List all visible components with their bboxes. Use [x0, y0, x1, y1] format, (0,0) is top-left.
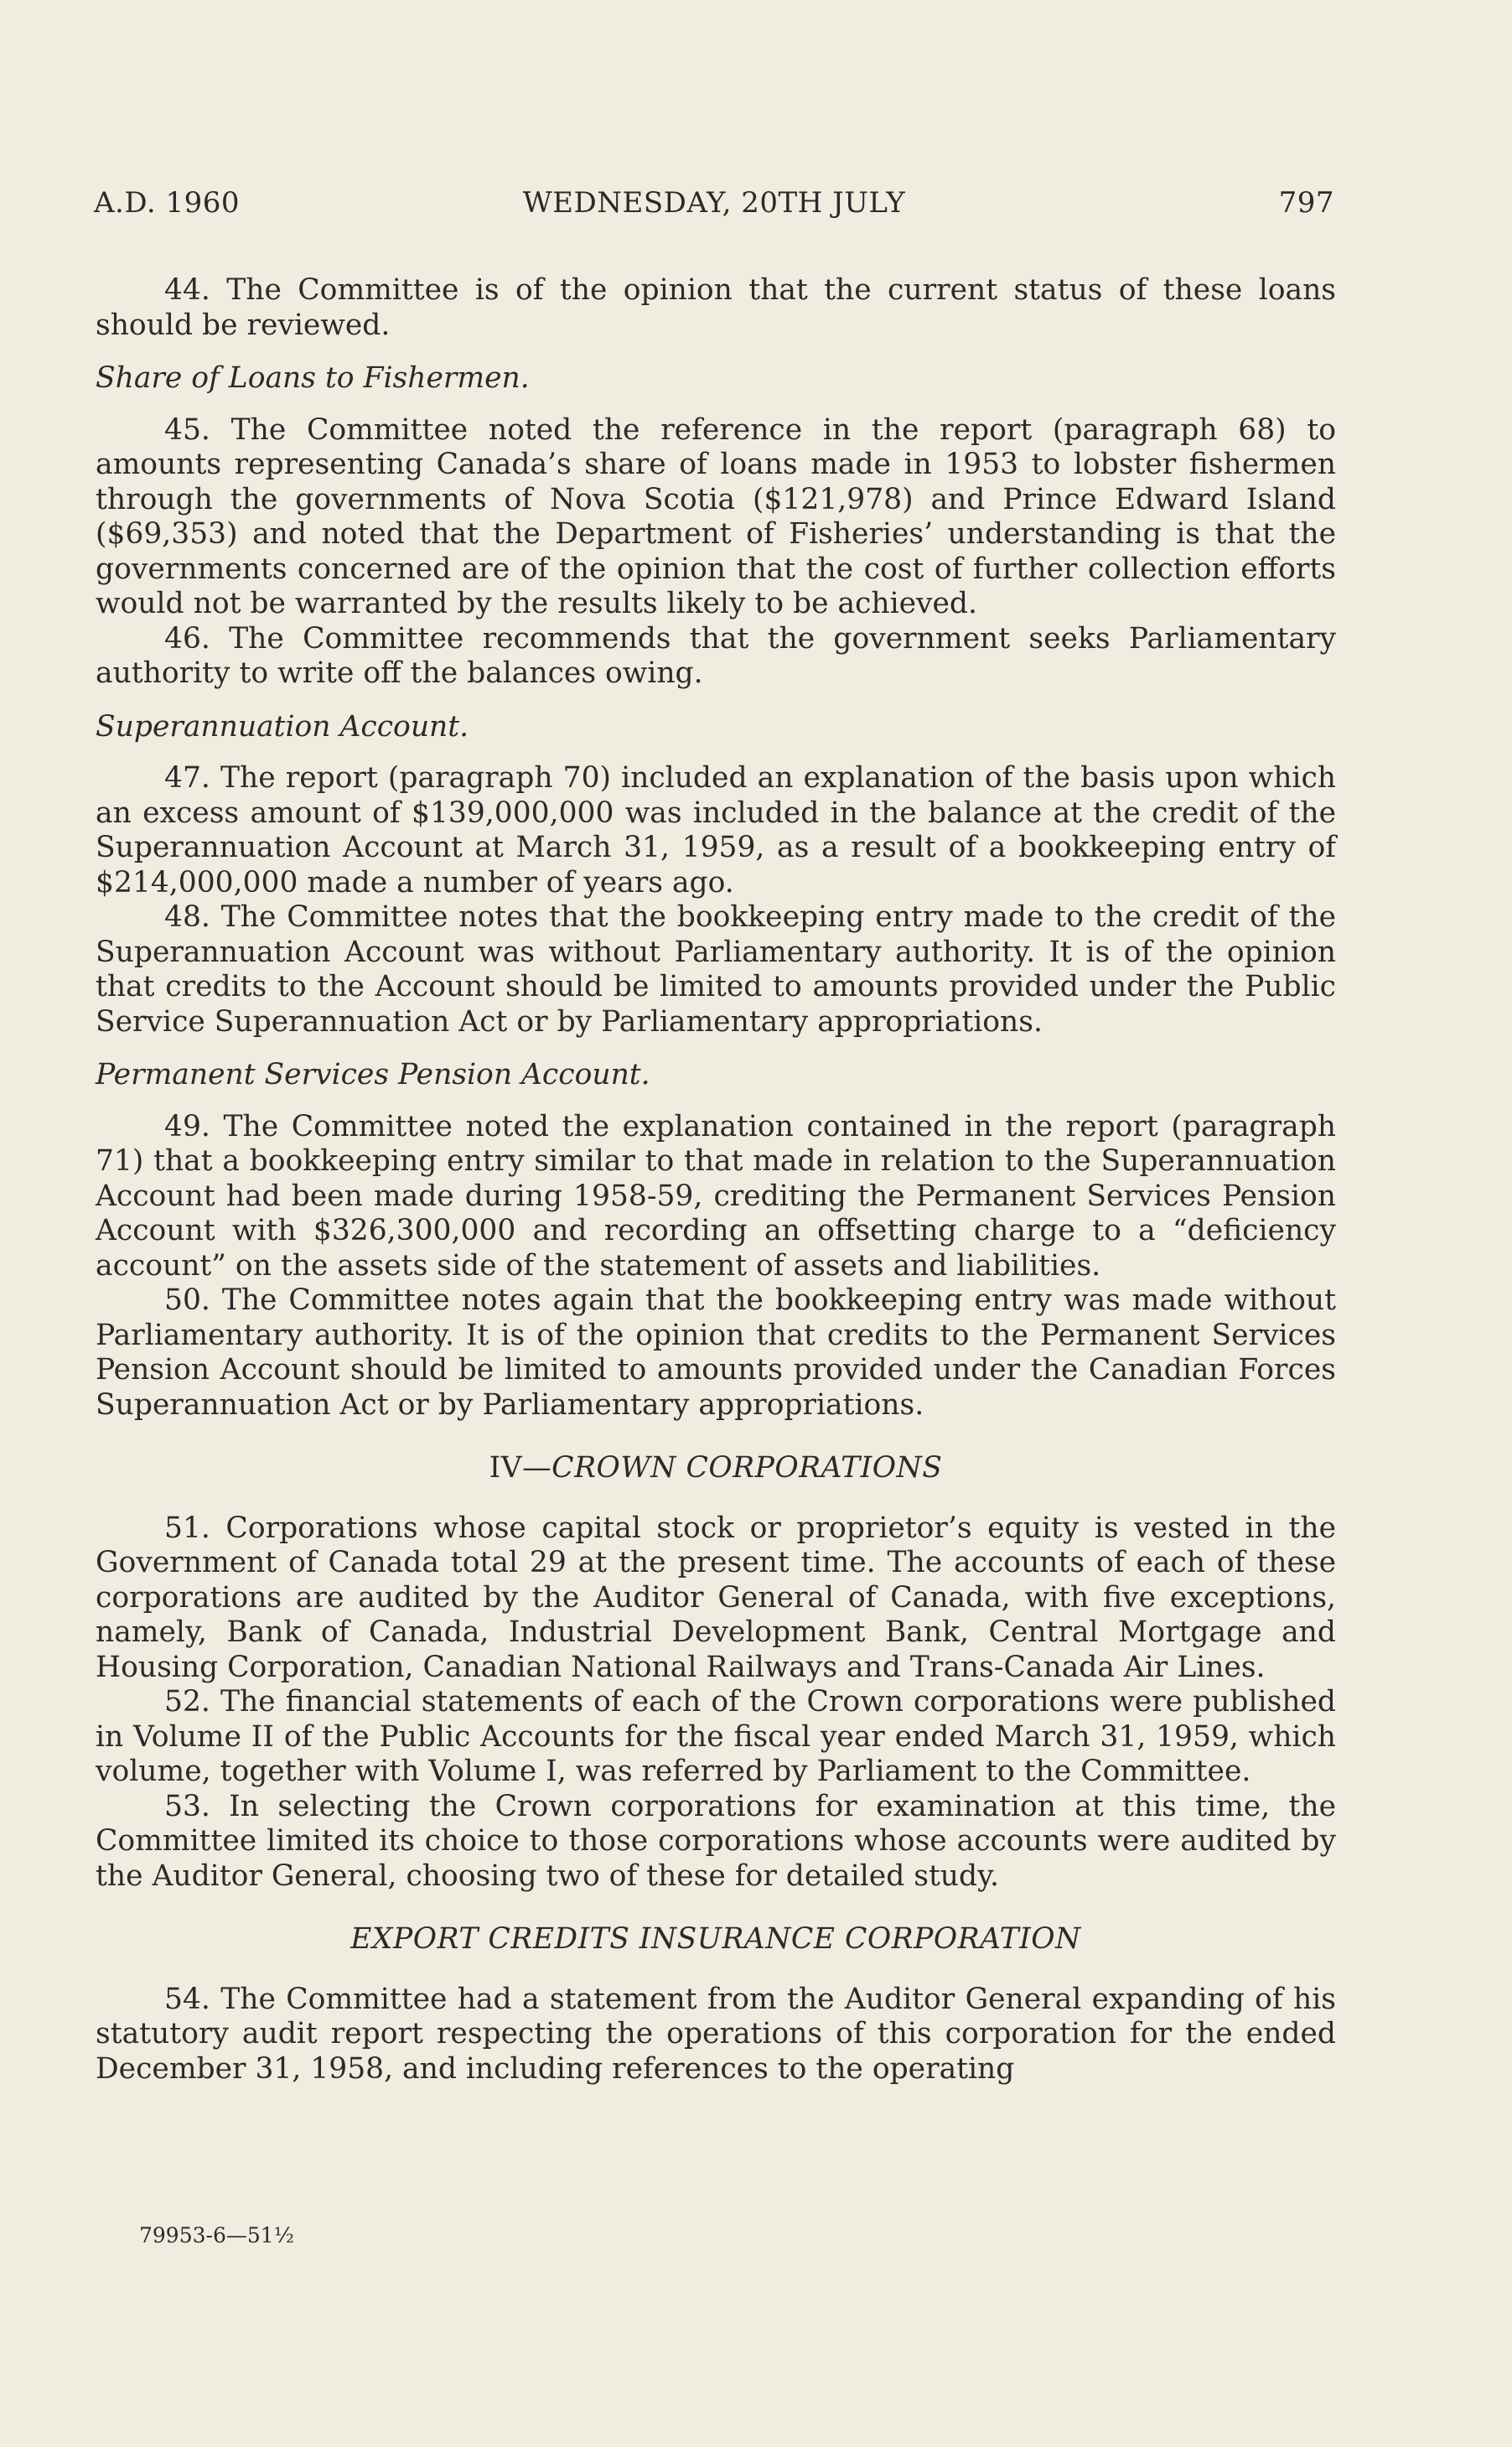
paragraph-48: 48. The Committee notes that the bookkeeping entry made to the credit of the Superannuation Account was without Parliamentary authority. It is of the opinion that credits to the Account should be limited to amounts provided under the Public Service Superannuation Act or by Parliamentary appropriations. — [96, 900, 1336, 1039]
paragraph-47: 47. The report (paragraph 70) included an explanation of the basis upon which an excess amount of $139,000,000 was included in the balance at the credit of the Superannuation Account at March 31, 1959, as a result of a bookkeeping entry of $214,000,000 made a number of years ago. — [96, 761, 1336, 899]
section-heading-crown-corporations — [96, 1451, 1336, 1486]
document-body — [96, 273, 1336, 2087]
page-number: 797 — [1278, 186, 1334, 220]
subheading-share-of-loans: Share of Loans to Fishermen. — [96, 361, 530, 395]
paragraph-54: 54. The Committee had a statement from the Auditor General expanding of his statutory audit report respecting the operations of this corporation for the ended December 31, 1958, and including references to the operating — [96, 1982, 1336, 2086]
paragraph-52: 52. The financial statements of each of the Crown corporations were published in Volume II of the Public Accounts for the fiscal year ended March 31, 1959, which volume, together with Volume I, was referred by Parliament to the Committee. — [96, 1685, 1336, 1788]
paragraph-50: 50. The Committee notes again that the bookkeeping entry was made without Parliamentary authority. It is of the opinion that credits to the Permanent Services Pension Account should be limited to amounts provided under the Canadian Forces Superannuation Act or by Parliamentary appropriations. — [96, 1283, 1336, 1422]
paragraph-44: 44. The Committee is of the opinion that the current status of these loans should be reviewed. — [96, 273, 1336, 342]
paragraph-49: 49. The Committee noted the explanation contained in the report (paragraph 71) that a bookkeeping entry similar to that made in relation to the Superannuation Account had been made during 1958-59, crediting the Permanent Services Pension Account with $326,300,000 and recording an offsetting charge to a “deficiency account” on the assets side of the statement of assets and liabilities. — [96, 1109, 1336, 1283]
paragraph-51: 51. Corporations whose capital stock or proprietor’s equity is vested in the Government of Canada total 29 at the present time. The accounts of each of these corporations are audited by the Auditor General of Canada, with five exceptions, namely, Bank of Canada, Industrial Development Bank, Central Mortgage and Housing Corporation, Canadian National Railways and Trans-Canada Air Lines. — [96, 1511, 1336, 1684]
subheading-superannuation-account: Superannuation Account. — [96, 709, 469, 744]
footer-print-code: 79953-6—51½ — [139, 2223, 294, 2247]
page-header — [94, 186, 1334, 223]
section-roman-numeral: IV— — [489, 1451, 552, 1485]
section-heading-export-credits: EXPORT CREDITS INSURANCE CORPORATION — [350, 1922, 1081, 1956]
section-title: CROWN CORPORATIONS — [551, 1451, 943, 1485]
header-date: WEDNESDAY, 20TH JULY — [522, 186, 906, 220]
paragraph-46: 46. The Committee recommends that the government seeks Parliamentary authority to write off the balances owing. — [96, 621, 1336, 690]
paragraph-53: 53. In selecting the Crown corporations for examination at this time, the Committee limited its choice to those corporations whose accounts were audited by the Auditor General, choosing two of these for detailed study. — [96, 1789, 1336, 1893]
paragraph-45: 45. The Committee noted the reference in the report (paragraph 68) to amounts representing Canada’s share of loans made in 1953 to lobster fishermen through the governments of Nova Scotia ($121,978) and Prince Edward Island ($69,353) and noted that the Department of Fisheries’ understanding is that the governments concerned are of the opinion that the cost of further collection efforts would not be warranted by the results likely to be achieved. — [96, 412, 1336, 620]
subheading-permanent-services: Permanent Services Pension Account. — [96, 1058, 650, 1091]
header-year: A.D. 1960 — [94, 186, 241, 220]
